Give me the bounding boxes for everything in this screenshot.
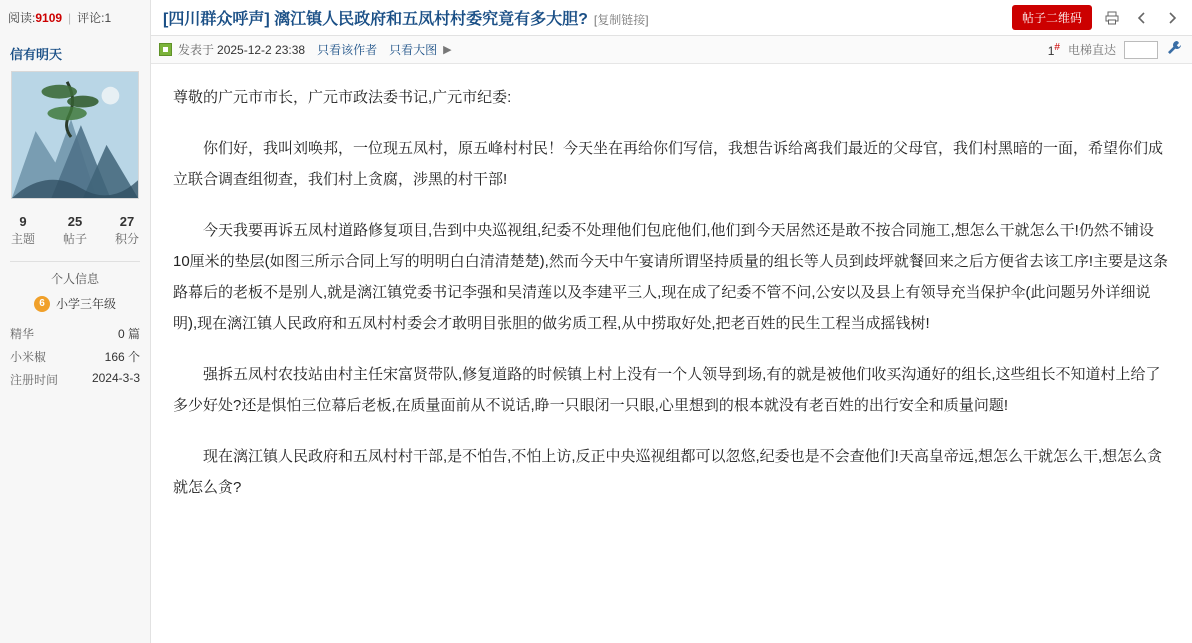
count-separator: |: [68, 10, 72, 25]
posted-time: 2025-12-2 23:38: [217, 42, 306, 57]
stat-value: 25: [67, 214, 83, 229]
info-row: [0, 345, 150, 368]
user-rank: [0, 295, 150, 312]
thread-header: [151, 0, 1192, 36]
info-row: [0, 322, 150, 345]
thread-title: 漓江镇人民政府和五凤村村委究竟有多大胆?: [274, 11, 588, 28]
stat-value: 27: [119, 214, 135, 229]
post-meta-bar: [151, 36, 1192, 64]
top-bar: [0, 0, 1192, 36]
qr-code-button[interactable]: 帖子二维码: [1012, 5, 1092, 30]
stat-label: 帖子: [62, 232, 87, 246]
replies-label: 评论:: [77, 11, 105, 25]
info-key: 小米椒: [10, 350, 47, 364]
stat-item: [5, 213, 41, 247]
info-value: 166 个: [104, 350, 140, 364]
info-value: 2024-3-3: [91, 371, 140, 385]
post-flag-icon: [159, 43, 172, 56]
avatar-artwork-icon: [12, 72, 138, 198]
rank-badge: 6: [34, 296, 50, 312]
only-author-link[interactable]: 只看该作者: [317, 43, 378, 57]
post-content: [151, 64, 1192, 643]
post-paragraph: 你们好，我叫刘唤邦，一位现五凤村，原五峰村村民！今天坐在再给你们写信，我想告诉给离我们最近的父母官，我们村黑暗的一面，希望你们成立联合调查组彻查，我们村上贪腐，涉黑的村干部!: [173, 140, 1164, 188]
rank-label: 小学三年级: [55, 297, 116, 311]
avatar[interactable]: [11, 71, 139, 199]
views-label: 阅读:: [8, 11, 36, 25]
thread-title-block: [163, 6, 649, 29]
stat-item: [57, 213, 93, 247]
elevator-label[interactable]: 电梯直达: [1067, 43, 1116, 57]
stat-item: [109, 213, 145, 247]
thread-category[interactable]: [四川群众呼声]: [163, 11, 270, 28]
arrow-right-icon[interactable]: [1162, 8, 1182, 28]
post-meta-right: [1048, 40, 1182, 59]
replies-count: 1: [104, 10, 112, 25]
post-paragraph: 强拆五凤村农技站由村主任宋富贤带队,修复道路的时候镇上村上没有一个人领导到场,有的就是被他们收买沟通好的组长,这些组长不知道村上给了多少好处?还是惧怕三位幕后老板,在质量面前从不说话,睁一只眼闭一只眼,心里想到的根本就没有老百姓的出行安全和质量问题!: [173, 366, 1161, 414]
only-big-image-link[interactable]: 只看大图: [389, 43, 438, 57]
view-reply-counts: [0, 0, 151, 36]
stat-label: 主题: [10, 232, 35, 246]
author-stats: [0, 213, 150, 247]
post-paragraph: 尊敬的广元市市长，广元市政法委书记,广元市纪委:: [173, 89, 512, 106]
author-sidebar: [0, 36, 151, 643]
author-name[interactable]: 信有明天: [10, 47, 63, 62]
chevron-right-icon[interactable]: ▶: [443, 44, 452, 56]
stat-label: 积分: [114, 232, 139, 246]
stat-value: 9: [19, 214, 27, 229]
floor-number: 1#: [1047, 41, 1060, 58]
info-key: 精华: [10, 327, 35, 341]
views-count: 9109: [35, 10, 63, 25]
jump-input[interactable]: [1124, 41, 1158, 59]
wrench-icon[interactable]: [1166, 40, 1182, 59]
info-row: [0, 368, 150, 391]
arrow-left-icon[interactable]: [1132, 8, 1152, 28]
copy-link-button[interactable]: [复制链接]: [593, 13, 649, 27]
topbar-actions: [1012, 5, 1182, 30]
post-paragraph: 今天我要再诉五凤村道路修复项目,告到中央巡视组,纪委不处理他们包庇他们,他们到今天居然还是敢不按合同施工,想怎么干就怎么干!仍然不铺设10厘米的垫层(如图三所示合同上写的明明白白清清楚楚),然而今天中午宴请所谓坚持质量的组长等人员到歧坪就餐回来之后方便省去该工序!主要是这条路幕后的老板不是别人,就是漓江镇党委书记李强和吴清莲以及李建平三人,现在成了纪委不管不问,公安以及县上有领导充当保护伞(此问题另外详细说明),现在漓江镇人民政府和五凤村村委会才敢明目张胆的做劣质工程,从中捞取好处,把老百姓的民生工程当成摇钱树!: [173, 222, 1169, 332]
info-key: 注册时间: [10, 373, 59, 387]
personal-info-title: 个人信息: [10, 261, 140, 287]
info-value: 0 篇: [117, 327, 140, 341]
post-paragraph: 现在漓江镇人民政府和五凤村村干部,是不怕告,不怕上访,反正中央巡视组都可以忽悠,纪委也是不会查他们!天高皇帝远,想怎么干就怎么干,想怎么贪就怎么贪?: [173, 448, 1163, 496]
printer-icon[interactable]: [1102, 8, 1122, 28]
post-body: [0, 36, 1192, 643]
post-column: [151, 36, 1192, 643]
posted-label: 发表于: [178, 43, 215, 57]
